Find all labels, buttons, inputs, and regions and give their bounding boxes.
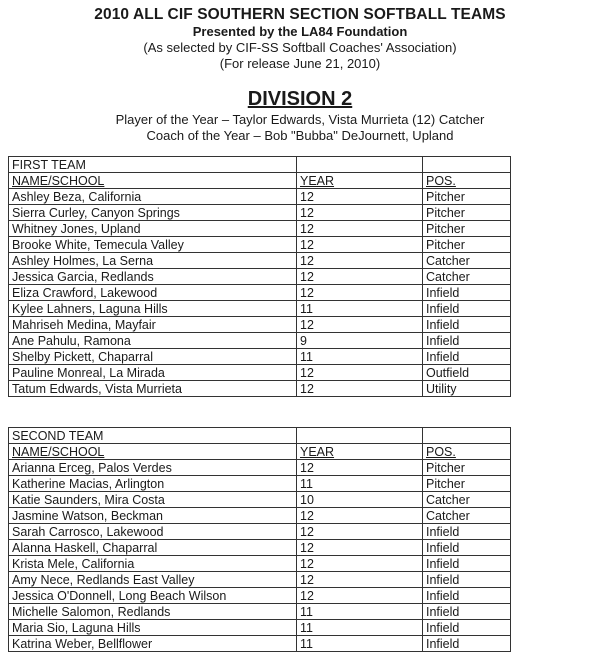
presented-by: Presented by the LA84 Foundation — [192, 24, 408, 39]
player-year: 11 — [297, 349, 423, 365]
player-year: 11 — [297, 604, 423, 620]
player-year: 12 — [297, 253, 423, 269]
player-name-school: Michelle Salomon, Redlands — [9, 604, 297, 620]
table-row — [9, 636, 511, 652]
player-position: Infield — [423, 588, 511, 604]
player-position: Pitcher — [423, 221, 511, 237]
player-name-school: Kylee Lahners, Laguna Hills — [9, 301, 297, 317]
player-name-school: Arianna Erceg, Palos Verdes — [9, 460, 297, 476]
player-name-school: Mahriseh Medina, Mayfair — [9, 317, 297, 333]
player-name-school: Ane Pahulu, Ramona — [9, 333, 297, 349]
empty-cell — [423, 157, 511, 173]
player-position: Infield — [423, 317, 511, 333]
player-year: 12 — [297, 508, 423, 524]
player-name-school: Katrina Weber, Bellflower — [9, 636, 297, 652]
table-row — [9, 381, 511, 397]
player-name-school: Katherine Macias, Arlington — [9, 476, 297, 492]
name-school-header: NAME/SCHOOL — [9, 444, 297, 460]
player-position: Infield — [423, 524, 511, 540]
player-position: Catcher — [423, 492, 511, 508]
player-position: Pitcher — [423, 460, 511, 476]
table-row — [9, 556, 511, 572]
second-team-table — [8, 427, 511, 652]
player-position: Infield — [423, 636, 511, 652]
player-year: 12 — [297, 221, 423, 237]
second-team-label-row — [9, 428, 511, 444]
player-year: 12 — [297, 588, 423, 604]
player-year: 12 — [297, 365, 423, 381]
player-position: Pitcher — [423, 205, 511, 221]
second-team-label: SECOND TEAM — [9, 428, 297, 444]
player-year: 11 — [297, 620, 423, 636]
table-row — [9, 301, 511, 317]
table-row — [9, 588, 511, 604]
player-year: 11 — [297, 301, 423, 317]
name-school-header: NAME/SCHOOL — [9, 173, 297, 189]
table-row — [9, 365, 511, 381]
table-row — [9, 333, 511, 349]
column-header-row — [9, 173, 511, 189]
release-date: (For release June 21, 2010) — [219, 55, 381, 71]
table-row — [9, 460, 511, 476]
player-of-the-year: Player of the Year – Taylor Edwards, Vista Murrieta (12) Catcher — [115, 112, 485, 127]
player-position: Infield — [423, 333, 511, 349]
player-position: Catcher — [423, 508, 511, 524]
player-position: Catcher — [423, 253, 511, 269]
player-name-school: Maria Sio, Laguna Hills — [9, 620, 297, 636]
player-position: Infield — [423, 556, 511, 572]
player-name-school: Amy Nece, Redlands East Valley — [9, 572, 297, 588]
table-row — [9, 221, 511, 237]
table-row — [9, 476, 511, 492]
player-year: 12 — [297, 269, 423, 285]
player-position: Infield — [423, 620, 511, 636]
year-header: YEAR — [297, 173, 423, 189]
year-header: YEAR — [297, 444, 423, 460]
first-team-table — [8, 156, 511, 397]
player-name-school: Sierra Curley, Canyon Springs — [9, 205, 297, 221]
table-row — [9, 572, 511, 588]
empty-cell — [297, 428, 423, 444]
position-header: POS. — [423, 173, 511, 189]
player-position: Infield — [423, 540, 511, 556]
player-year: 12 — [297, 237, 423, 253]
table-row — [9, 269, 511, 285]
player-name-school: Alanna Haskell, Chaparral — [9, 540, 297, 556]
empty-cell — [297, 157, 423, 173]
player-position: Infield — [423, 285, 511, 301]
player-year: 12 — [297, 189, 423, 205]
player-name-school: Brooke White, Temecula Valley — [9, 237, 297, 253]
player-year: 12 — [297, 524, 423, 540]
table-row — [9, 508, 511, 524]
player-position: Pitcher — [423, 189, 511, 205]
division-heading: DIVISION 2 — [247, 88, 353, 110]
table-row — [9, 205, 511, 221]
player-position: Pitcher — [423, 237, 511, 253]
awards — [0, 112, 600, 143]
document-title: 2010 ALL CIF SOUTHERN SECTION SOFTBALL TEAMS — [94, 6, 506, 23]
table-row — [9, 349, 511, 365]
player-position: Utility — [423, 381, 511, 397]
table-row — [9, 317, 511, 333]
player-position: Outfield — [423, 365, 511, 381]
player-position: Infield — [423, 604, 511, 620]
player-name-school: Pauline Monreal, La Mirada — [9, 365, 297, 381]
player-position: Infield — [423, 301, 511, 317]
player-year: 12 — [297, 556, 423, 572]
column-header-row — [9, 444, 511, 460]
table-row — [9, 237, 511, 253]
table-row — [9, 492, 511, 508]
table-row — [9, 524, 511, 540]
player-name-school: Tatum Edwards, Vista Murrieta — [9, 381, 297, 397]
table-row — [9, 604, 511, 620]
player-name-school: Jessica Garcia, Redlands — [9, 269, 297, 285]
table-row — [9, 285, 511, 301]
player-name-school: Jessica O'Donnell, Long Beach Wilson — [9, 588, 297, 604]
player-name-school: Ashley Beza, California — [9, 189, 297, 205]
player-name-school: Shelby Pickett, Chaparral — [9, 349, 297, 365]
player-year: 9 — [297, 333, 423, 349]
player-year: 10 — [297, 492, 423, 508]
table-row — [9, 189, 511, 205]
player-year: 11 — [297, 636, 423, 652]
player-name-school: Ashley Holmes, La Serna — [9, 253, 297, 269]
player-year: 12 — [297, 317, 423, 333]
selected-by: (As selected by CIF-SS Softball Coaches' Association) — [143, 40, 457, 55]
player-year: 12 — [297, 572, 423, 588]
player-position: Pitcher — [423, 476, 511, 492]
player-year: 12 — [297, 205, 423, 221]
position-header: POS. — [423, 444, 511, 460]
player-year: 11 — [297, 476, 423, 492]
player-year: 12 — [297, 460, 423, 476]
first-team-label-row — [9, 157, 511, 173]
player-name-school: Krista Mele, California — [9, 556, 297, 572]
player-name-school: Eliza Crawford, Lakewood — [9, 285, 297, 301]
table-row — [9, 620, 511, 636]
player-name-school: Katie Saunders, Mira Costa — [9, 492, 297, 508]
document-header — [0, 6, 600, 71]
player-year: 12 — [297, 540, 423, 556]
empty-cell — [423, 428, 511, 444]
player-year: 12 — [297, 381, 423, 397]
player-position: Infield — [423, 349, 511, 365]
first-team-label: FIRST TEAM — [9, 157, 297, 173]
player-year: 12 — [297, 285, 423, 301]
player-position: Infield — [423, 572, 511, 588]
player-name-school: Jasmine Watson, Beckman — [9, 508, 297, 524]
player-name-school: Whitney Jones, Upland — [9, 221, 297, 237]
table-row — [9, 253, 511, 269]
player-name-school: Sarah Carrosco, Lakewood — [9, 524, 297, 540]
coach-of-the-year: Coach of the Year – Bob "Bubba" DeJournett, Upland — [146, 127, 454, 143]
player-position: Catcher — [423, 269, 511, 285]
table-row — [9, 540, 511, 556]
